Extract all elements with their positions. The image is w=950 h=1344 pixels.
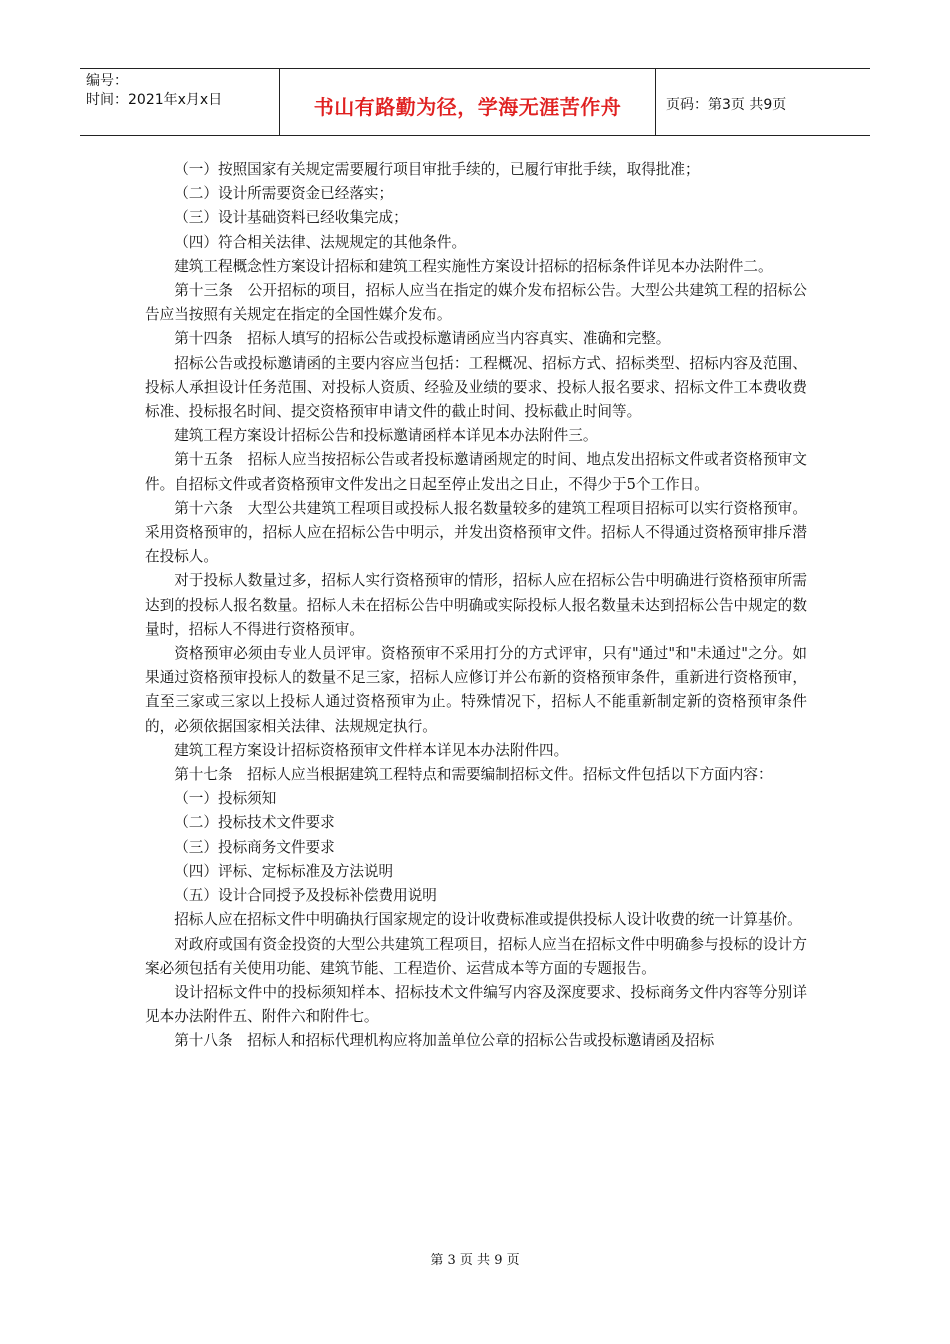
document-body: [145, 158, 807, 1054]
paragraph: 第十六条 大型公共建筑工程项目或投标人报名数量较多的建筑工程项目招标可以实行资格预审。采用资格预审的，招标人应在招标公告中明示，并发出资格预审文件。招标人不得通过资格预审排斥潜在投标人。: [145, 499, 807, 566]
paragraph: 建筑工程方案设计招标公告和投标邀请函样本详见本办法附件三。: [174, 427, 598, 445]
paragraph: 对于投标人数量过多，招标人实行资格预审的情形，招标人应在招标公告中明确进行资格预审所需达到的投标人报名数量。招标人未在招标公告中明确或实际投标人报名数量未达到招标公告中规定的数量时，招标人不得进行资格预审。: [145, 572, 807, 638]
date-label: 时间：2021年x月x日: [86, 92, 223, 108]
paragraph: 设计招标文件中的投标须知样本、招标技术文件编写内容及深度要求、投标商务文件内容等分别详见本办法附件五、附件六和附件七。: [145, 983, 807, 1026]
paragraph: 建筑工程方案设计招标资格预审文件样本详见本办法附件四。: [174, 741, 569, 759]
page-header: [80, 68, 870, 136]
paragraph: 招标公告或投标邀请函的主要内容应当包括：工程概况、招标方式、招标类型、招标内容及范围、投标人承担设计任务范围、对投标人资质、经验及业绩的要求、投标人报名要求、招标文件工本费收费标准、投标报名时间、提交资格预审申请文件的截止时间、投标截止时间等。: [145, 354, 807, 421]
paragraph: 招标人应在招标文件中明确执行国家规定的设计收费标准或提供投标人设计收费的统一计算基价。: [174, 911, 802, 929]
paragraph: 资格预审必须由专业人员评审。资格预审不采用打分的方式评审，只有"通过"和"未通过"之分。如果通过资格预审投标人的数量不足三家，招标人应修订并公布新的资格预审条件，重新进行资格预审，直至三家或三家以上投标人通过资格预审为止。特殊情况下，招标人不能重新制定新的资格预审条件的，必须依据国家相关法律、法规规定执行。: [145, 645, 807, 735]
paragraph: （一）投标须知: [174, 790, 277, 808]
paragraph: 第十七条 招标人应当根据建筑工程特点和需要编制招标文件。招标文件包括以下方面内容：: [174, 766, 773, 784]
paragraph: （一）按照国家有关规定需要履行项目审批手续的，已履行审批手续，取得批准；: [174, 161, 700, 178]
paragraph: （四）符合相关法律、法规规定的其他条件。: [174, 233, 467, 251]
paragraph: （五）设计合同授予及投标补偿费用说明: [174, 887, 437, 905]
paragraph: （三）投标商务文件要求: [174, 838, 335, 856]
paragraph: 第十三条 公开招标的项目，招标人应当在指定的媒介发布招标公告。大型公共建筑工程的招标公告应当按照有关规定在指定的全国性媒介发布。: [145, 282, 807, 324]
number-label: 编号：: [86, 73, 128, 89]
paragraph: 第十四条 招标人填写的招标公告或投标邀请函应当内容真实、准确和完整。: [174, 330, 671, 348]
header-motto: 书山有路勤为径，学海无涯苦作舟: [280, 69, 656, 135]
paragraph: （三）设计基础资料已经收集完成；: [174, 209, 408, 227]
paragraph: 对政府或国有资金投资的大型公共建筑工程项目，招标人应当在招标文件中明确参与投标的设计方案必须包括有关使用功能、建筑节能、工程造价、运营成本等方面的专题报告。: [145, 935, 807, 977]
paragraph: 第十五条 招标人应当按招标公告或者投标邀请函规定的时间、地点发出招标文件或者资格预审文件。自招标文件或者资格预审文件发出之日起至停止发出之日止，不得少于5个工作日。: [145, 451, 807, 493]
header-meta: [80, 69, 280, 135]
paragraph: 第十八条 招标人和招标代理机构应将加盖单位公章的招标公告或投标邀请函及招标: [174, 1032, 715, 1050]
paragraph: （二）设计所需要资金已经落实；: [174, 185, 394, 203]
paragraph: （二）投标技术文件要求: [174, 814, 335, 832]
header-page-label: 页码：第3页 共9页: [666, 97, 787, 113]
paragraph: （四）评标、定标标准及方法说明: [174, 862, 394, 880]
paragraph: 建筑工程概念性方案设计招标和建筑工程实施性方案设计招标的招标条件详见本办法附件二。: [174, 257, 773, 275]
page-footer: 第 3 页 共 9 页: [430, 1253, 520, 1268]
